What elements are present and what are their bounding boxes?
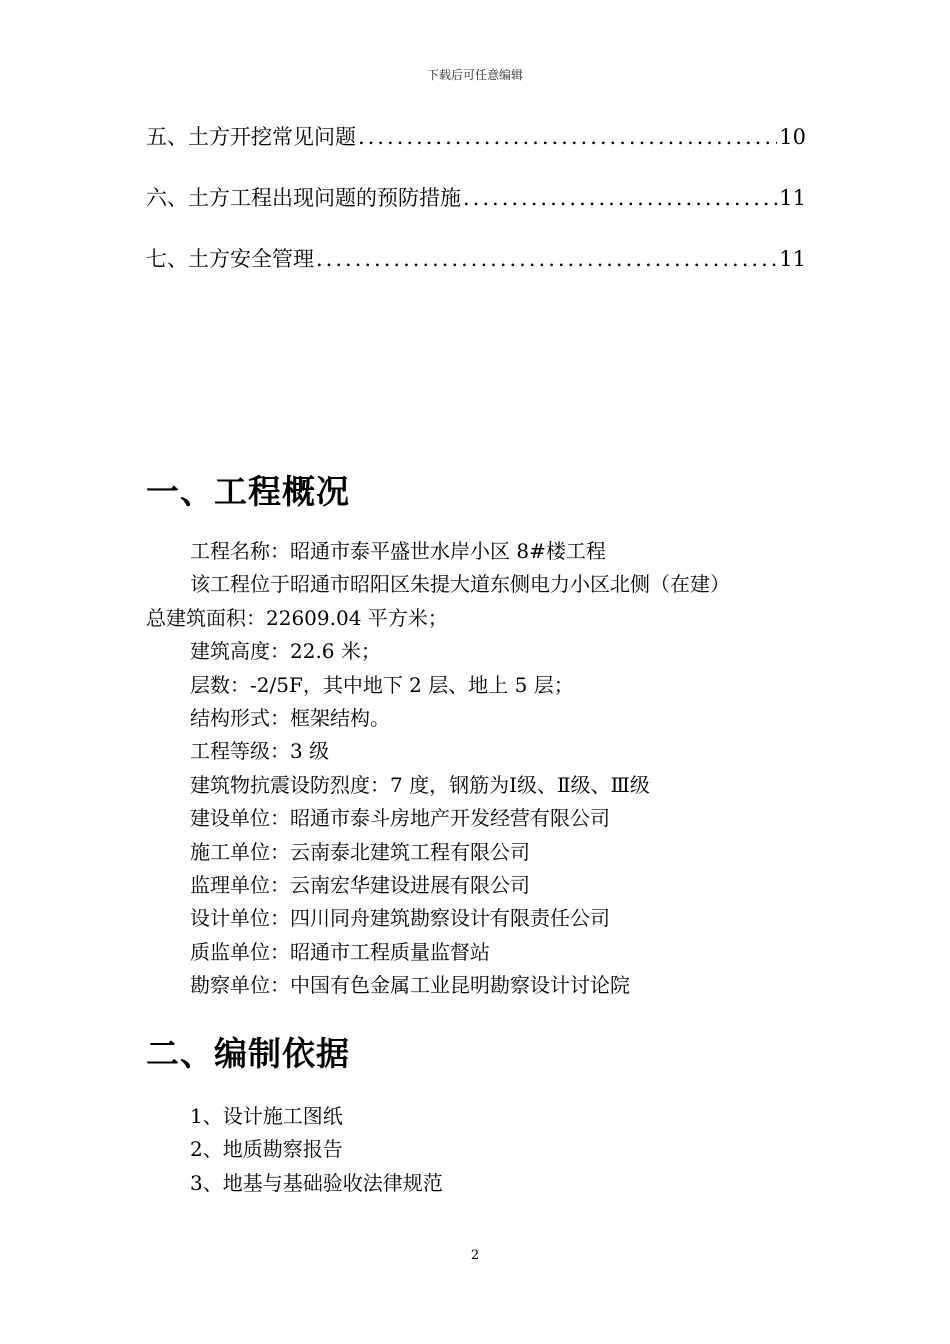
toc-entry-page: 10 (779, 125, 806, 149)
overview-line: 工程等级：3 级 (190, 739, 330, 764)
basis-list (146, 1100, 806, 1200)
toc-leader-dots (463, 181, 777, 215)
overview-line: 建筑物抗震设防烈度：7 度，钢筋为Ⅰ级、Ⅱ级、Ⅲ级 (190, 772, 650, 797)
overview-line: 设计单位：四川同舟建筑勘察设计有限责任公司 (190, 906, 610, 931)
toc-entry[interactable] (146, 242, 806, 303)
toc-entry[interactable] (146, 181, 806, 242)
overview-line: 监理单位：云南宏华建设进展有限公司 (190, 872, 530, 897)
toc-entry-title: 六、土方工程出现问题的预防措施 (146, 186, 461, 210)
section-heading-overview: 一、工程概况 (146, 472, 350, 511)
basis-item: 2、地质勘察报告 (190, 1137, 343, 1162)
toc-entry-page: 11 (779, 186, 806, 210)
overview-line: 工程名称：昭通市泰平盛世水岸小区 8#楼工程 (190, 539, 606, 563)
overview-line: 建设单位：昭通市泰斗房地产开发经营有限公司 (190, 806, 610, 831)
overview-line: 勘察单位：中国有色金属工业昆明勘察设计讨论院 (190, 973, 630, 998)
overview-line: 层数：-2/5F，其中地下 2 层、地上 5 层； (190, 672, 574, 697)
overview-line: 结构形式：框架结构。 (190, 705, 390, 730)
overview-line: 总建筑面积：22609.04 平方米； (146, 605, 448, 630)
project-overview-body (146, 535, 806, 1002)
header-note: 下载后可任意编辑 (426, 68, 523, 82)
basis-item: 1、设计施工图纸 (190, 1104, 343, 1128)
page-number: 2 (470, 1248, 480, 1263)
section-heading-basis: 二、编制依据 (146, 1034, 350, 1073)
toc-leader-dots (316, 242, 777, 276)
toc-entry-title: 五、土方开挖常见问题 (146, 125, 356, 149)
toc-entry-page: 11 (779, 247, 806, 271)
toc-entry[interactable] (146, 120, 806, 181)
toc-leader-dots (358, 120, 777, 154)
overview-line: 质监单位：昭通市工程质量监督站 (190, 939, 490, 964)
basis-item: 3、地基与基础验收法律规范 (190, 1170, 443, 1195)
table-of-contents (146, 120, 806, 303)
overview-line: 该工程位于昭通市昭阳区朱提大道东侧电力小区北侧（在建） (190, 572, 730, 597)
toc-entry-title: 七、土方安全管理 (146, 247, 314, 271)
overview-line: 施工单位：云南泰北建筑工程有限公司 (190, 839, 530, 864)
overview-line: 建筑高度：22.6 米； (190, 639, 381, 664)
